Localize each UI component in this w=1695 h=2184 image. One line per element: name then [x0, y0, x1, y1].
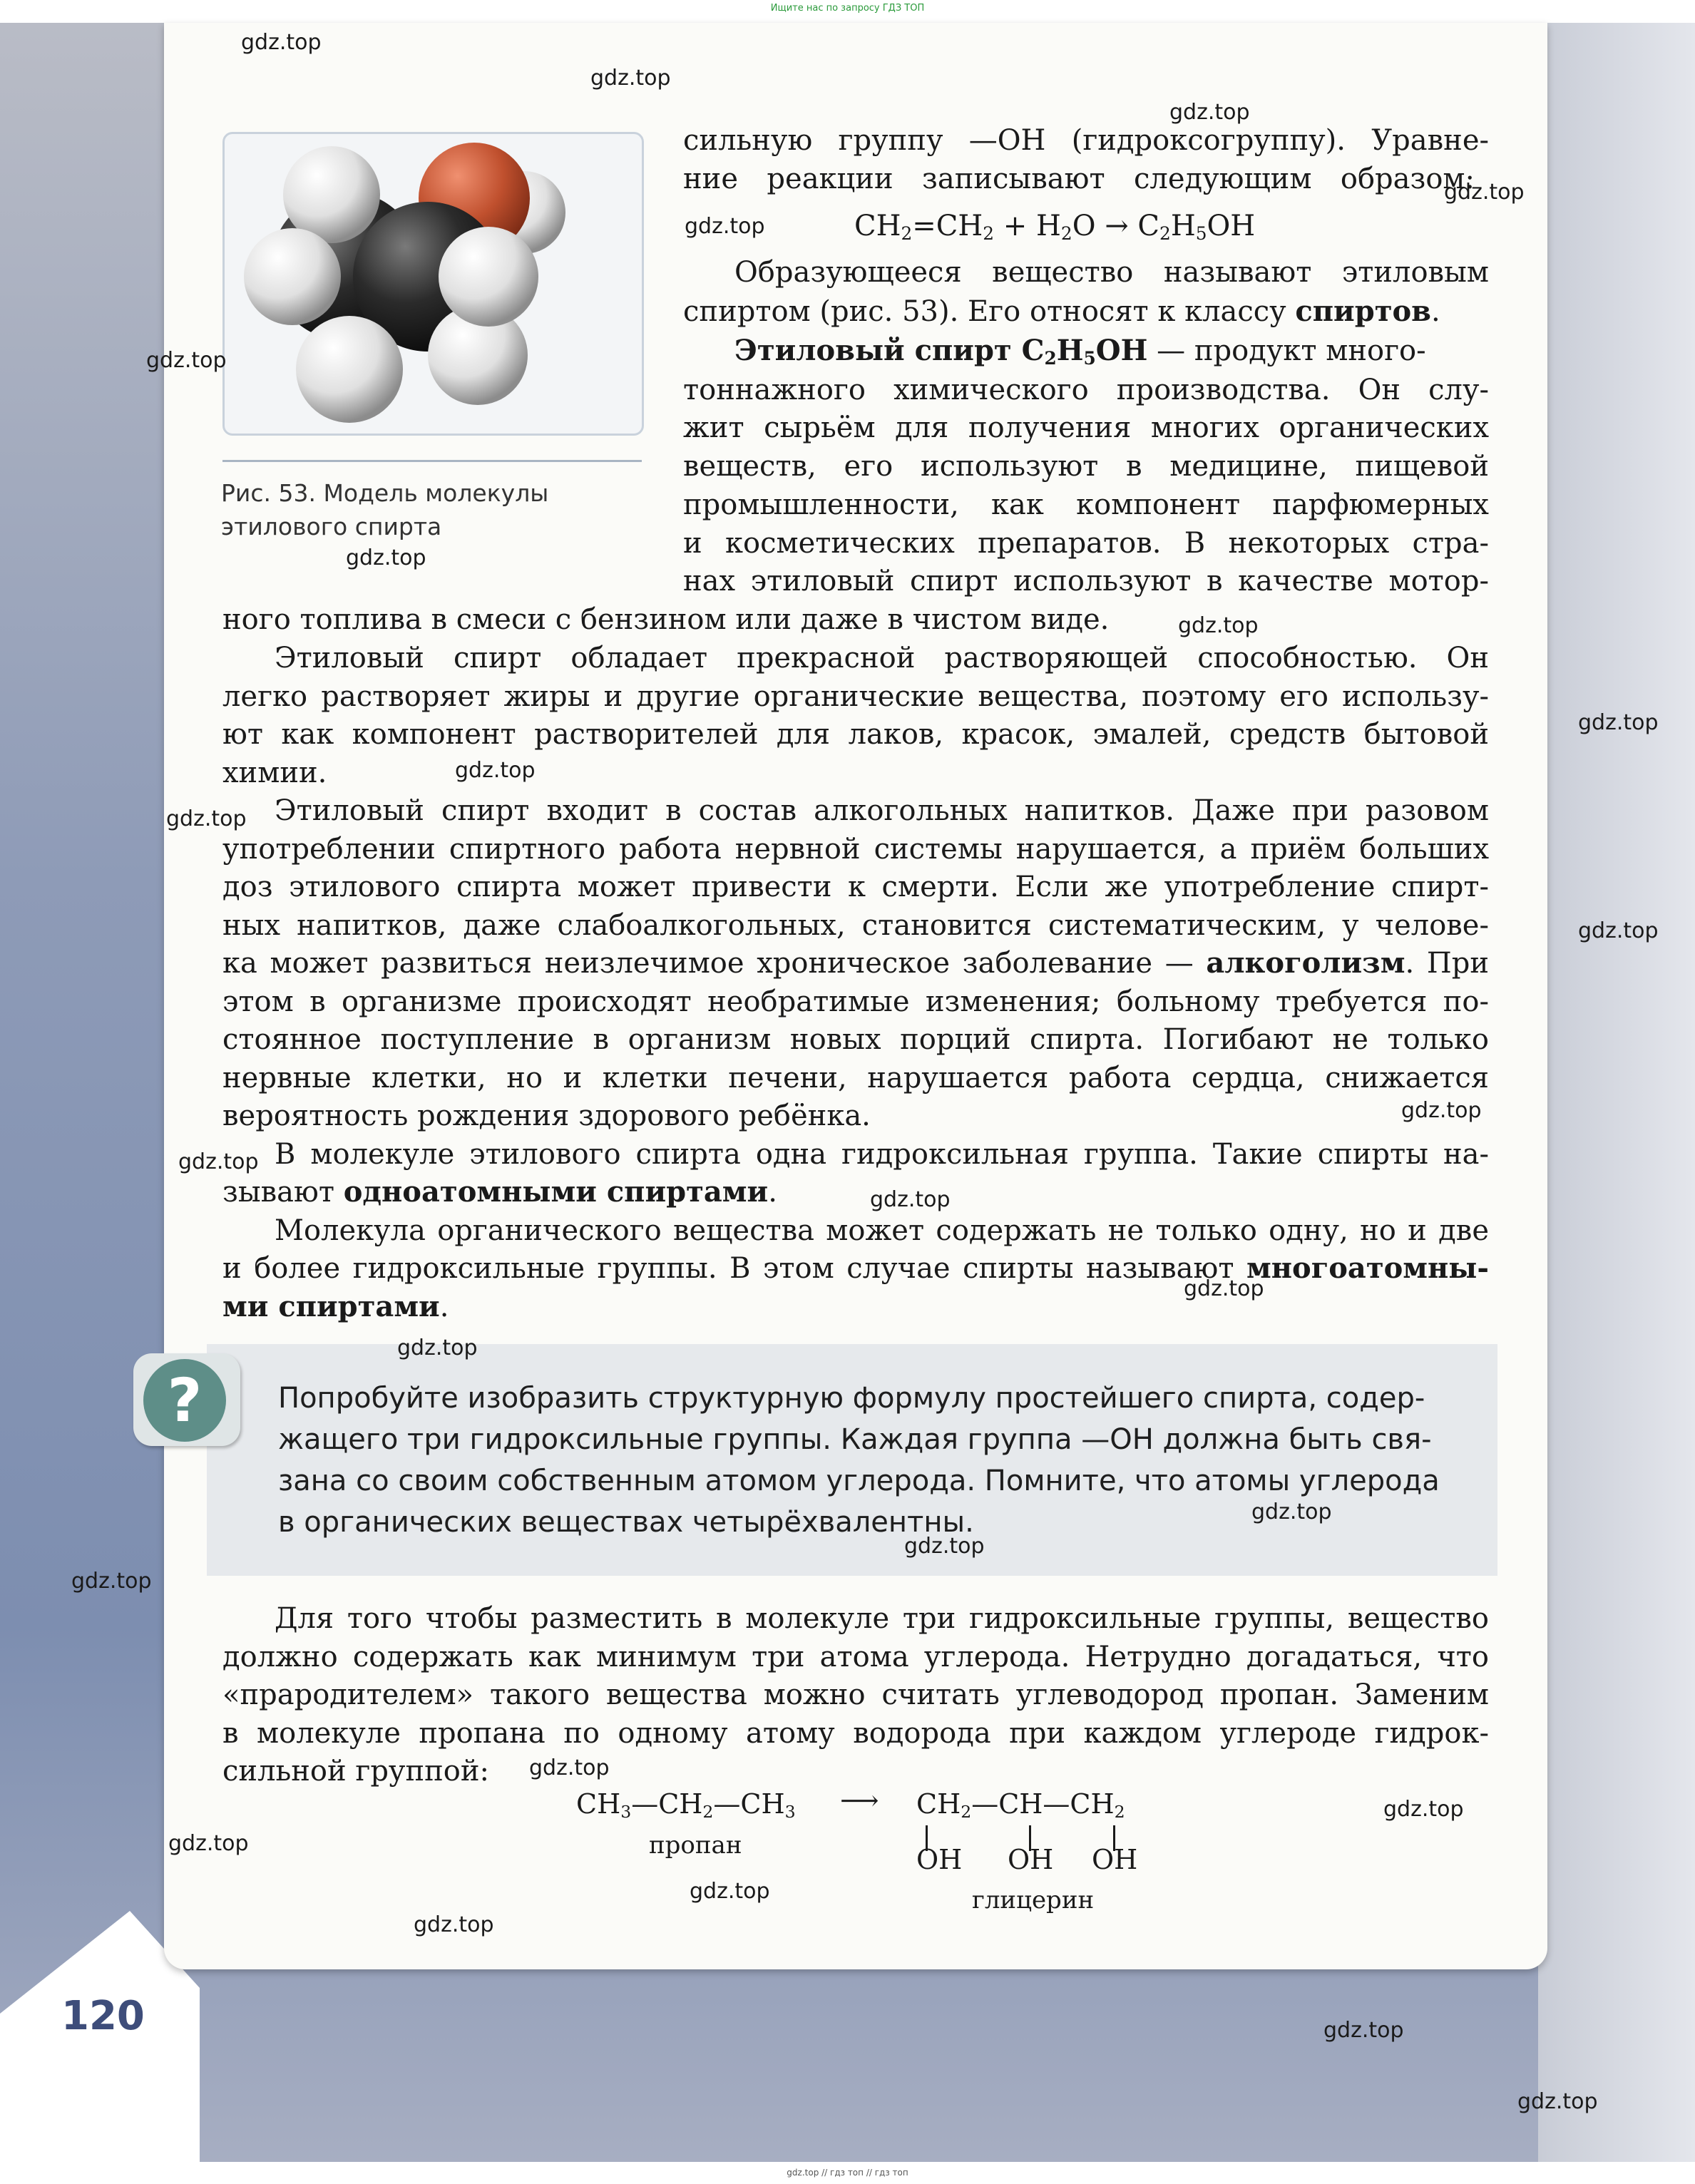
- text-line: стоянное поступление в организм новых порций спирта. Погибают не только: [222, 1023, 1489, 1056]
- watermark: gdz.top: [71, 1569, 152, 1594]
- text-line: химии.: [222, 757, 327, 789]
- page-number: 120: [61, 1993, 145, 2039]
- hydrogen-atom: [244, 228, 341, 325]
- top-note: Ищите нас по запросу ГДЗ ТОП: [770, 3, 925, 14]
- watermark: gdz.top: [414, 1912, 494, 1937]
- text-line: должно содержать как минимум три атома углерода. Нетрудно догадаться, что: [222, 1641, 1489, 1673]
- text-line: тоннажного химического производства. Он слу-: [683, 374, 1489, 406]
- ethanol-molecule-model: [225, 134, 642, 434]
- watermark: gdz.top: [166, 806, 247, 831]
- caption-line: этилового спирта: [221, 513, 442, 540]
- text-line: Этиловый спирт обладает прекрасной растворяющей способностью. Он: [275, 642, 1489, 675]
- scan-right-edge: [1538, 23, 1695, 2162]
- propane-label: пропан: [649, 1831, 742, 1860]
- watermark: gdz.top: [397, 1335, 478, 1360]
- text-line: «прародителем» такого вещества можно считать углеводород пропан. Заменим: [222, 1678, 1489, 1711]
- text-line: употреблении спиртного работа нервной системы нарушается, а приём больших: [222, 833, 1489, 866]
- text-line: Для того чтобы разместить в молекуле три гидроксильные группы, вещество: [275, 1602, 1489, 1635]
- hydroxyl-group: OH: [1092, 1844, 1138, 1875]
- bottom-note: gdz.top // гдз топ // гдз топ: [787, 2168, 908, 2178]
- caption-line: Рис. 53. Модель молекулы: [221, 479, 549, 507]
- question-text-line: в органических веществах четырёхвалентны.: [278, 1506, 974, 1539]
- watermark: gdz.top: [1578, 710, 1659, 735]
- text-line: ного топлива в смеси с бензином или даже в чистом виде.: [222, 603, 1110, 636]
- watermark: gdz.top: [590, 66, 671, 91]
- text-line: легко растворяет жиры и другие органические вещества, поэтому его использу-: [222, 680, 1489, 713]
- text-line: Этиловый спирт $C_2H_5OH$ — продукт много-: [734, 334, 1426, 369]
- text-line: Образующееся вещество называют этиловым: [734, 256, 1489, 289]
- figure-caption: [221, 476, 649, 543]
- watermark: gdz.top: [1401, 1098, 1482, 1123]
- watermark: gdz.top: [168, 1831, 249, 1856]
- text-line: зывают одноатомными спиртами.: [222, 1175, 777, 1209]
- hydroxyl-group: OH: [1008, 1844, 1054, 1875]
- question-text-line: жащего три гидроксильные группы. Каждая группа —ОН должна быть свя-: [278, 1423, 1432, 1456]
- watermark: gdz.top: [241, 30, 322, 55]
- watermark: gdz.top: [455, 758, 536, 783]
- text-line: Молекула органического вещества может содержать не только одну, но и две: [275, 1214, 1489, 1247]
- text-line: спиртом (рис. 53). Его относят к классу спиртов.: [683, 294, 1440, 328]
- text-line: сильную группу —ОН (гидроксогруппу). Уравне-: [683, 124, 1489, 157]
- propane-formula: $CH_3—CH_2—CH_3$: [576, 1788, 796, 1822]
- text-line: и косметических препаратов. В некоторых стра-: [683, 527, 1489, 560]
- watermark: gdz.top: [1184, 1276, 1264, 1301]
- text-line: сильной группой:: [222, 1755, 490, 1788]
- text-line: нервные клетки, но и клетки печени, нарушается работа сердца, снижается: [222, 1062, 1489, 1094]
- text-line: промышленности, как компонент парфюмерных: [683, 488, 1489, 521]
- watermark: gdz.top: [870, 1187, 951, 1212]
- reaction-arrow: ⟶: [840, 1785, 879, 1816]
- hydroxyl-group: OH: [916, 1844, 963, 1875]
- question-text-line: зана со своим собственным атомом углерода. Помните, что атомы углерода: [278, 1465, 1440, 1497]
- text-line: веществ, его используют в медицине, пищевой: [683, 450, 1489, 483]
- text-line: и более гидроксильные группы. В этом случае спирты называют многоатомны-: [222, 1251, 1489, 1285]
- glycerol-formula: $CH_2—CH—CH_2$: [916, 1788, 1125, 1822]
- text-line: этом в организме происходят необратимые изменения; больному требуется по-: [222, 985, 1489, 1018]
- text-line: ка может развиться неизлечимое хроническое заболевание — алкоголизм. При: [222, 946, 1490, 980]
- watermark: gdz.top: [146, 348, 227, 373]
- watermark: gdz.top: [685, 214, 765, 239]
- text-line: ми спиртами.: [222, 1290, 449, 1323]
- text-line: доз этилового спирта может привести к смерти. Если же употребление спирт-: [222, 871, 1489, 903]
- watermark: gdz.top: [1383, 1797, 1464, 1822]
- caption-divider: [222, 460, 642, 462]
- text-line: ют как компонент растворителей для лаков, красок, эмалей, средств бытовой: [222, 718, 1489, 751]
- question-text-line: Попробуйте изобразить структурную формулу простейшего спирта, содер-: [278, 1382, 1425, 1415]
- text-line: Этиловый спирт входит в состав алкогольных напитков. Даже при разовом: [275, 794, 1489, 827]
- watermark: gdz.top: [529, 1755, 610, 1780]
- text-line: ных напитков, даже слабоалкогольных, становится систематическим, у челове-: [222, 909, 1489, 942]
- watermark: gdz.top: [904, 1534, 985, 1559]
- text-line: ние реакции записывают следующим образом:: [683, 163, 1475, 195]
- watermark: gdz.top: [346, 545, 426, 570]
- watermark: gdz.top: [1578, 918, 1659, 943]
- watermark: gdz.top: [1444, 180, 1525, 205]
- watermark: gdz.top: [690, 1879, 770, 1904]
- text-line: в молекуле пропана по одному атому водорода при каждом углероде гидрок-: [222, 1717, 1489, 1750]
- glycerol-label: глицерин: [972, 1886, 1095, 1914]
- reaction-equation: $CH_2=CH_2 + H_2O \to C_2H_5OH$: [854, 210, 1256, 245]
- watermark: gdz.top: [1251, 1499, 1332, 1524]
- watermark: gdz.top: [178, 1149, 259, 1174]
- text-line: В молекуле этилового спирта одна гидроксильная группа. Такие спирты на-: [275, 1138, 1489, 1171]
- question-mark-icon: [133, 1353, 240, 1446]
- watermark: gdz.top: [1178, 613, 1259, 638]
- question-mark-icon-glyph: ?: [143, 1359, 226, 1442]
- watermark: gdz.top: [1517, 2089, 1598, 2114]
- text-line: жит сырьём для получения многих органических: [683, 411, 1489, 444]
- watermark: gdz.top: [1323, 2018, 1404, 2043]
- watermark: gdz.top: [1169, 100, 1250, 125]
- hydrogen-atom: [439, 227, 538, 327]
- hydrogen-atom: [296, 316, 403, 423]
- molecule-figure: [222, 132, 644, 436]
- text-line: нах этиловый спирт используют в качестве мотор-: [683, 565, 1489, 598]
- text-line: вероятность рождения здорового ребёнка.: [222, 1099, 871, 1132]
